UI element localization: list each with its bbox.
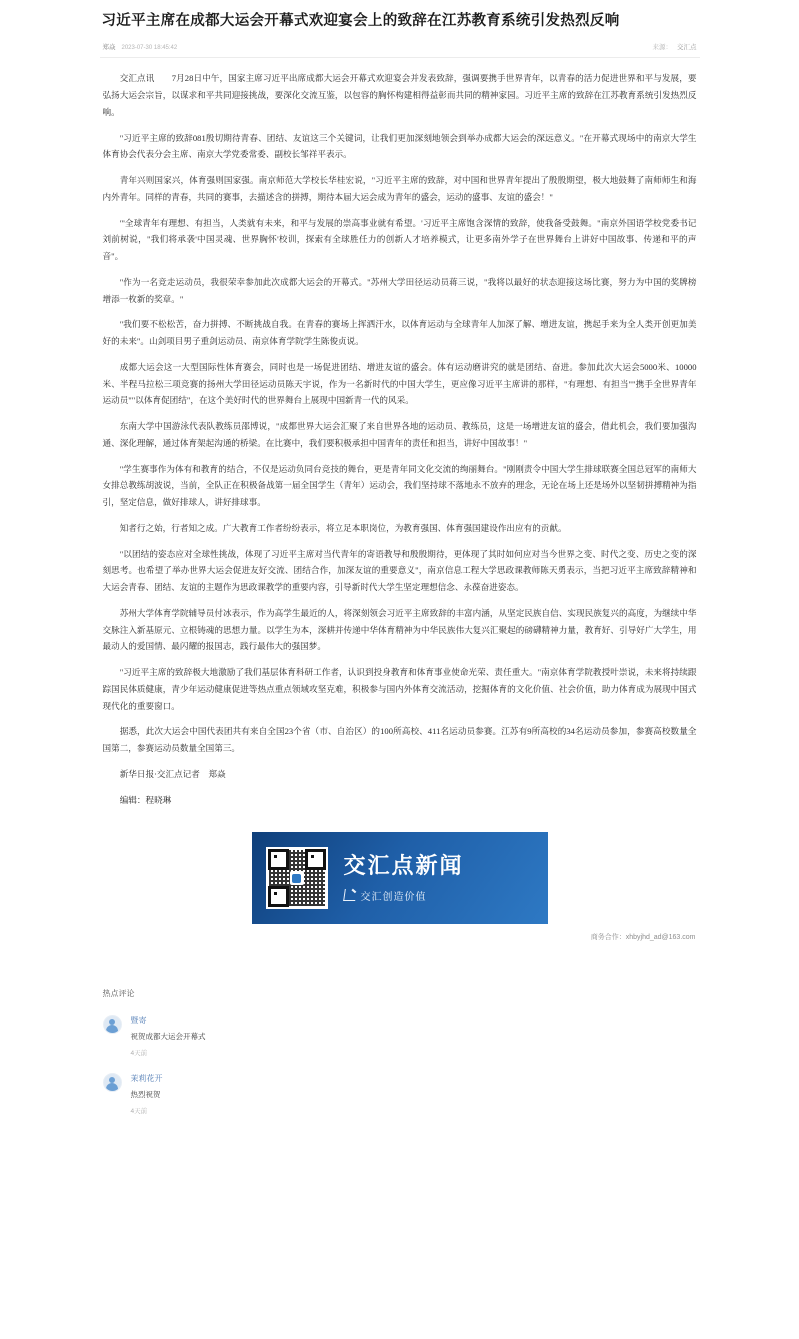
meta-left-group [103,42,178,51]
avatar-body [106,1025,118,1033]
article-paragraph: "习近平主席的致辞081殷切期待青春、团结、友谊这三个关键词，让我们更加深刻地领会到举办成都大运会的深远意义。"在开幕式现场中的南京大学生体育协会代表分会主席、南京大学党委常委、副校长邹祥平表示。 [102,132,697,160]
qr-center-logo [290,871,304,885]
comment-body [131,1015,697,1057]
promo-subtitle: 交汇创造价值 [360,891,427,903]
article-paragraph: 青年兴则国家兴，体育强则国家强。南京师范大学校长华桂宏说，"习近平主席的致辞，对中国和世界青年提出了殷殷期望，极大地鼓舞了南师师生和海内外青年。同样的青春，共同的赛事，去描述含的拼搏，期待本届大运会成为青年的盛会，运动的盛事、友谊的盛会！" [102,175,697,202]
article-container [100,0,700,808]
comment-text: 祝贺成都大运会开幕式 [130,1032,206,1042]
article-paragraph: 苏州大学体育学院辅导员付冰表示，作为高学生最近的人，将深刻领会习近平主席致辞的丰富内涵，从坚定民族自信、实现民族复兴的高度，为继续中华交脉注入新基原元、立根铸魂的思想力量。以学生为本，深耕并传递中华体育精神为中华民族伟大复兴汇聚起的磅礴精神力量，教育好、引导好广大学生，用最动人的爱国情、最闪耀的报国志，践行最伟大的强国梦。 [102,607,697,652]
source-label: 来源： [652,44,672,52]
article-paragraph: 据悉，此次大运会中国代表团共有来自全国23个省（市、自治区）的100所高校、411名运动员参赛。江苏有9所高校的34名运动员参加，参赛高校数量全国第二，参赛运动员数量全国第三。 [102,726,697,754]
page-title: 习近平主席在成都大运会开幕式欢迎宴会上的致辞在江苏教育系统引发热烈反响 [101,13,620,29]
article-author: 郑焱 [102,44,116,52]
article-paragraph: "习近平主席的致辞极大地激励了我们基层体育科研工作者，认识到投身教育和体育事业使命光荣、责任重大。"南京体育学院教授叶崇说，未来将持续跟踪国民体质健康，青少年运动健康促进等热点重点领域攻坚克难，积极参与国内外体育交流活动，挖掘体育的文化价值、社会价值，助力体育成为展现中国式现代化的重要窗口。 [102,667,697,711]
promo-title: 交汇点新闻 [343,853,464,879]
comments-title: 热点评论 [102,989,135,999]
comment-text: 热烈祝贺 [130,1090,161,1100]
promo-text-group [344,854,464,902]
article-paragraph: "我们要不松松苦，奋力拼搏、不断挑战自我。在青春的赛场上挥洒汗水，以体育运动与全球青年人加深了解、增进友谊，携起手来为全人类开创更加美好的未来"。山剑项目男子重剑运动员、南京体育学院学生陈俊贞说。 [102,319,697,347]
comment-author[interactable]: 暨寄 [130,1016,147,1026]
article-paragraph: 成都大运会这一大型国际性体育赛会，同时也是一场促进团结、增进友谊的盛会。体有运动磨讲究的就是团结、奋进。参加此次大运会5000米、10000米、半程马拉松三项竞赛的扬州大学田径运动员陈天宇说，作为一名新时代的中国大学生，更应像习近平主席讲的那样，"有理想、有担当""携手全世界青年运动员""以体育促团结"，在这个美好时代的世界舞台上展现中国新青一代的风采。 [102,361,697,406]
article-paragraph: "作为一名竞走运动员，我很荣幸参加此次成都大运会的开幕式。"苏州大学田径运动员蒋三说，"我将以最好的状态迎接这场比赛，努力为中国的奖牌榜增添一枚新的奖章。" [102,276,697,304]
business-contact: 商务合作：xhbyjhd_ad@163.com [590,934,696,942]
article-timestamp: 2023-07-30 18:45:42 [121,45,178,52]
checkmark-icon [343,889,357,901]
article-meta [100,42,700,58]
qr-code-icon[interactable] [266,847,328,909]
article-paragraph: "以团结的姿态应对全球性挑战，体现了习近平主席对当代青年的寄语教导和殷殷期待，更体现了其时如何应对当今世界之变、时代之变、历史之变的深刻思考。也希望了举办世界大运会促进友好交流、团结合作，加深友谊的重要意义"，南京信息工程大学思政课教师陈天勇表示，当把习近平主席致辞精神和大运会青春、团结、友谊的主题作为思政课教学的重要内容，引导新时代大学生坚定理想信念、永葆奋进姿态。 [102,548,697,593]
comment-body [131,1073,697,1115]
comment-time: 4天前 [130,1050,148,1058]
article-editor: 编辑：程晓琳 [119,794,172,805]
promo-banner[interactable] [252,832,548,924]
article-body [100,58,700,808]
comment-item[interactable] [100,1067,700,1125]
avatar[interactable] [103,1073,122,1092]
avatar[interactable] [103,1015,122,1034]
avatar-body [106,1083,118,1091]
qr-eye-bottom-left [268,886,289,907]
meta-right-group [653,42,697,51]
comment-time: 4天前 [130,1108,148,1116]
article-paragraph: 知者行之始，行者知之成。广大教育工作者纷纷表示，将立足本职岗位，为教育强国、体育强国建设作出应有的贡献。 [119,522,567,533]
comments-section [100,988,700,1155]
article-source: 交汇点 [677,44,697,52]
article-signature: 新华日报·交汇点记者 郑焱 [119,768,226,779]
article-paragraph: 交汇点讯 7月28日中午，国家主席习近平出席成都大运会开幕式欢迎宴会并发表致辞，强调要携手世界青年，以青春的活力促进世界和平与发展，要弘扬大运会宗旨，以谋求和平共同迎接挑战，要深化交流互鉴，以包容的胸怀构建相得益彰而共同的精神家园。习近平主席的致辞在江苏教育系统引发热烈反响。 [102,73,697,117]
article-paragraph: "'全球青年有理想、有担当，人类就有未来，和平与发展的崇高事业就有希望。'习近平主席饱含深情的致辞，使我备受鼓舞。"南京外国语学校党委书记刘前树说，"我们将承袭'中国灵魂、世界胸怀'校训，探索有全球胜任力的创新人才培养模式，让更多南外学子在世界舞台上讲好中国故事、传递和平的声音"。 [102,217,697,262]
qr-center-dot [292,874,301,883]
article-paragraph: 东南大学中国游泳代表队教练员邵博说，"成都世界大运会汇聚了来自世界各地的运动员、教练员，这是一场增进友谊的盛会，借此机会，我们要加强沟通、深化理解，通过体育架起沟通的桥梁。在比赛中，我们要积极承担中国青年的责任和担当，讲好中国故事！" [102,421,697,448]
qr-eye-top-left [268,849,289,870]
comment-author[interactable]: 茉莉花开 [130,1074,163,1084]
article-paragraph: "学生赛事作为体有和教育的结合，不仅是运动负同台竞技的舞台，更是青年同文化交流的绚丽舞台。"刚刚责令中国大学生排球联赛全国总冠军的南师大女排总教练胡波说，当前，全队正在积极备战第一届全国学生（青年）运动会，我们坚持球不落地永不放弃的理念，无论在场上还是场外以坚韧拼搏精神为指引，坚定信息，做好排球人，讲好排球事。 [102,463,697,508]
comment-item[interactable] [100,1009,700,1067]
promo-subtitle-row [344,888,464,903]
qr-eye-top-right [305,849,326,870]
